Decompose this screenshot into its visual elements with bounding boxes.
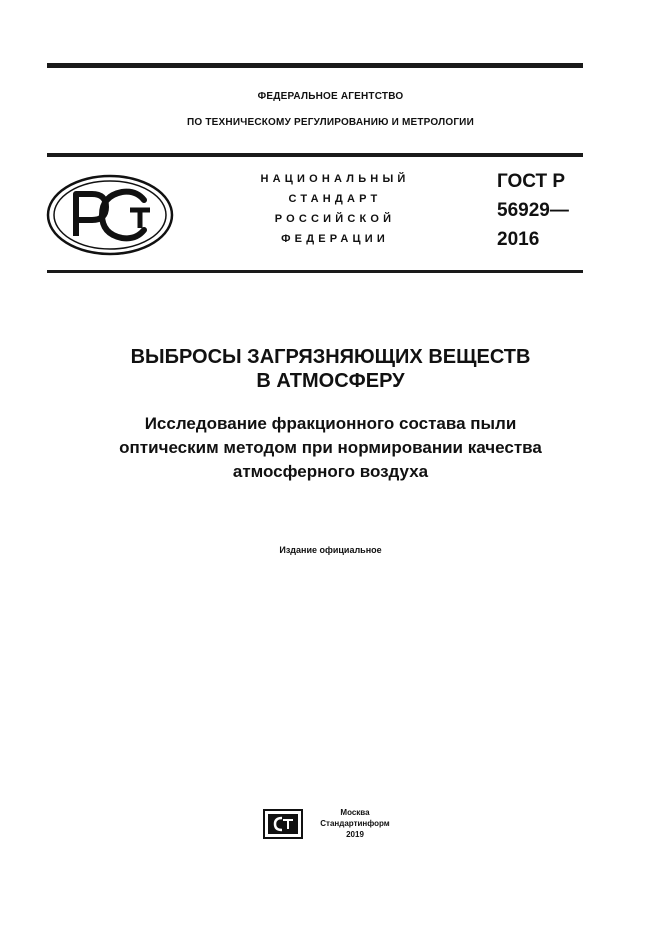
- lower-rule: [47, 270, 583, 273]
- publisher-year: 2019: [346, 830, 364, 839]
- standard-type-line-1: НАЦИОНАЛЬНЫЙ: [260, 173, 410, 185]
- agency-line-2: ПО ТЕХНИЧЕСКОМУ РЕГУЛИРОВАНИЮ И МЕТРОЛОГИИ: [187, 117, 474, 128]
- standartinform-logo-icon: [263, 809, 303, 839]
- publisher-name: Стандартинформ: [320, 819, 390, 828]
- designation-line-3: 2016: [497, 229, 540, 250]
- publisher-city: Москва: [340, 808, 370, 817]
- standard-type-line-3: РОССИЙСКОЙ: [274, 213, 396, 225]
- title-line-2: В АТМОСФЕРУ: [256, 370, 405, 392]
- designation-line-2: 56929—: [497, 200, 569, 221]
- top-rule: [47, 63, 583, 68]
- subtitle-line-1: Исследование фракционного состава пыли: [144, 414, 517, 433]
- designation-line-1: ГОСТ Р: [497, 171, 566, 192]
- middle-rule: [47, 153, 583, 157]
- title-line-1: ВЫБРОСЫ ЗАГРЯЗНЯЮЩИХ ВЕЩЕСТВ: [130, 346, 531, 368]
- agency-line-1: ФЕДЕРАЛЬНОЕ АГЕНТСТВО: [257, 91, 404, 102]
- standard-type-line-2: СТАНДАРТ: [288, 193, 382, 205]
- standard-type-line-4: ФЕДЕРАЦИИ: [281, 233, 389, 245]
- subtitle-line-3: атмосферного воздуха: [232, 462, 429, 481]
- edition-label: Издание официальное: [279, 545, 382, 555]
- subtitle-line-2: оптическим методом при нормировании качества: [119, 438, 542, 457]
- rst-emblem-icon: [46, 174, 174, 256]
